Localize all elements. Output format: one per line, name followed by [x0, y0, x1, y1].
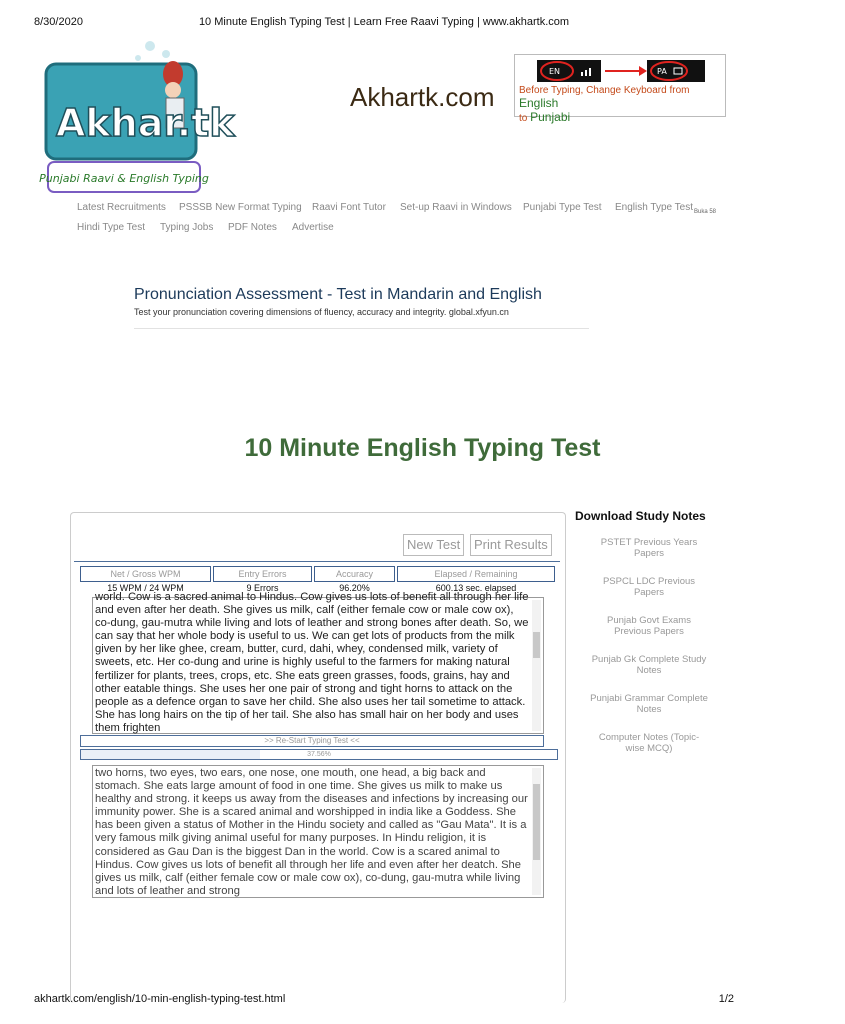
stat-value-accuracy: 96.20%: [339, 583, 370, 593]
new-test-button[interactable]: New Test: [403, 534, 464, 556]
progress-bar: [80, 749, 558, 760]
print-page-title: 10 Minute English Typing Test | Learn Free Raavi Typing | www.akhartk.com: [198, 16, 570, 28]
stat-value-errors: 9 Errors: [246, 583, 279, 593]
site-name[interactable]: Akhartk.com: [350, 82, 495, 112]
taskbar-pa-strip: [647, 60, 705, 82]
progress-label: 37.56%: [307, 751, 331, 758]
input-scrollbar[interactable]: [532, 768, 541, 895]
print-results-button[interactable]: Print Results: [470, 534, 552, 556]
nav-english-type-test[interactable]: English Type Test: [615, 202, 694, 213]
nav-latest-recruitments[interactable]: Latest Recruitments: [77, 202, 166, 213]
nav-punjabi-type-test[interactable]: Punjabi Type Test: [523, 202, 602, 213]
logo-tagline: Punjabi Raavi & English Typing: [39, 172, 209, 185]
site-logo[interactable]: [38, 34, 235, 199]
sidebar-link-computer-notes[interactable]: Computer Notes (Topic-wise MCQ): [598, 732, 700, 754]
pa-label: PA: [657, 67, 667, 76]
keyboard-hint-box: [514, 54, 726, 124]
page-heading: 10 Minute English Typing Test: [244, 434, 601, 462]
print-page-number: 1/2: [718, 993, 734, 1005]
nav-hindi-type-test[interactable]: Hindi Type Test: [77, 222, 146, 233]
stat-header-wpm: Net / Gross WPM: [80, 566, 211, 582]
keyboard-hint-note: Before Typing, Change Keyboard from English to Punjabi: [519, 85, 690, 124]
nav-raavi-font-tutor[interactable]: Raavi Font Tutor: [312, 202, 386, 213]
stat-header-errors: Entry Errors: [213, 566, 312, 582]
nav-advertise[interactable]: Advertise: [292, 222, 334, 233]
nav-psssb-typing[interactable]: PSSSB New Format Typing: [179, 202, 302, 213]
logo-main-text: Akhar.tk: [56, 101, 235, 145]
stat-header-accuracy: Accuracy: [314, 566, 395, 582]
nav-setup-raavi[interactable]: Set-up Raavi in Windows: [400, 202, 512, 213]
restart-test-link[interactable]: >> Re-Start Typing Test <<: [80, 735, 544, 747]
typing-input-area[interactable]: [92, 765, 544, 898]
input-scroll-thumb[interactable]: [533, 784, 540, 860]
source-scroll-thumb[interactable]: [533, 632, 540, 658]
sidebar-link-pspcl-papers[interactable]: PSPCL LDC Previous Papers: [602, 576, 696, 598]
en-label: EN: [549, 67, 561, 76]
ad-divider: [134, 328, 589, 329]
nav-pdf-notes[interactable]: PDF Notes: [228, 222, 277, 233]
ad-title[interactable]: Pronunciation Assessment - Test in Mandarin and English: [134, 286, 542, 303]
stat-header-elapsed: Elapsed / Remaining: [397, 566, 555, 582]
stat-value-wpm: 15 WPM / 24 WPM: [107, 583, 184, 593]
typed-text: two horns, two eyes, two ears, one nose, one mouth, one head, a big back and stomach. She eats large amount of food in one time. She gives us milk to make us healthy and strong. it keeps us away from the diseases and infections by increasing our immunity power. She is a scared animal and worshipped in india like a Goddess. She has been given a status of Mother in the Hindu society and called as "Gau Mata". It is a very famous milk giving animal useful for many purposes. In Hindu religion, it is considered as Gau Dan is the biggest Dan in the world. Cow is a scared animal to Hindus. Cow gives us lots of benefit all through her life and even after her deatch. She gives us milk, calf (either female cow or male cow ox), co-dung, gau-mutra while living and lots of leather and strong: [95, 767, 528, 897]
taskbar-en-strip: [537, 60, 601, 82]
sidebar-link-pstet-papers[interactable]: PSTET Previous Years Papers: [600, 537, 698, 559]
arrow-right-icon: [603, 64, 649, 78]
sidebar-link-grammar-notes[interactable]: Punjabi Grammar Complete Notes: [590, 693, 708, 715]
stats-divider: [74, 561, 560, 562]
source-scrollbar[interactable]: [532, 600, 541, 731]
print-date: 8/30/2020: [34, 16, 83, 28]
ad-subtitle: Test your pronunciation covering dimensions of fluency, accuracy and integrity. global.xfyun.cn: [134, 307, 509, 317]
nav-typing-jobs[interactable]: Typing Jobs: [160, 222, 214, 233]
sidebar-link-gk-notes[interactable]: Punjab Gk Complete Study Notes: [591, 654, 707, 676]
nav-side-snippet: Buka 58: [694, 209, 717, 215]
print-footer-url: akhartk.com/english/10-min-english-typing-test.html: [34, 993, 286, 1005]
sidebar-title: Download Study Notes: [575, 509, 706, 523]
sidebar-link-govt-exam-papers[interactable]: Punjab Govt Exams Previous Papers: [607, 615, 691, 637]
source-text-box[interactable]: [92, 591, 544, 734]
stat-value-elapsed: 600.13 sec. elapsed: [435, 583, 517, 593]
source-text: world. Cow is a sacred animal to Hindus. Cow gives us lots of benefit all through her life and even after her death. She gives us milk, calf (either female cow or male cow ox), co-dung, gau-mutra while living and lots of leather and strong bones after death. So, we can say that her whole body is useful to us. We can get lots of products from the milk given by her like ghee, cream, butter, curd, dahi, whey, condensed milk, variety of sweets, etc. Her co-dung and urine is highly useful to the farmers for making natural fertilizer for plants, trees, crops, etc. She eats green grasses, foods, grains, hay and other eatable things. She uses her one pair of strong and tight horns to attack on the people as a defence organ to save her child. She also uses her tail sometime to attack. She has long hairs on the tip of her tail. She also has small hair on her body and uses them frighten: [95, 591, 529, 734]
